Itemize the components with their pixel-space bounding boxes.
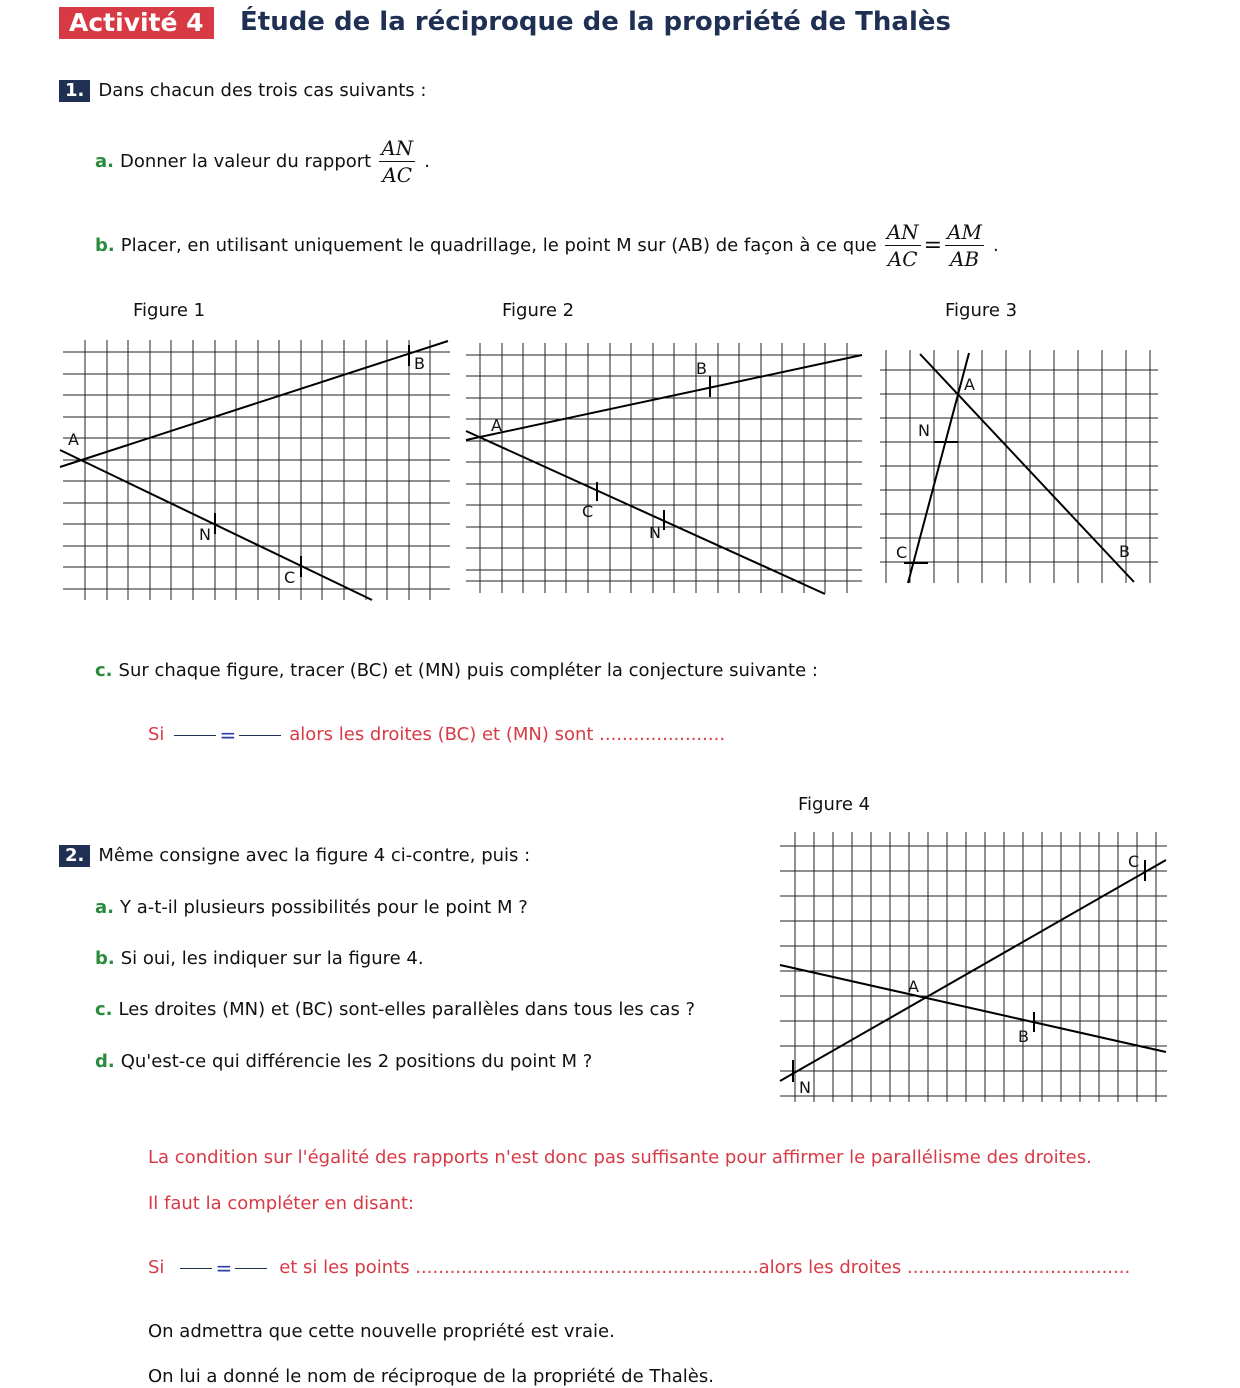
figure-4-label-a: A [908, 977, 919, 996]
question-1a-letter: a. [95, 150, 114, 172]
conclusion-line-2: Il faut la compléter en disant: [148, 1193, 415, 1214]
figure-4-title: Figure 4 [798, 794, 871, 815]
ratio-numerator: AM [947, 220, 982, 244]
ratio-numerator: AN [886, 220, 919, 244]
figure-3-label-n: N [918, 421, 930, 440]
figure-4-label-c: C [1128, 852, 1140, 871]
figure-3-lines [904, 353, 1134, 583]
blank-ratio-1 [174, 735, 216, 736]
note-1: On admettra que cette nouvelle propriété est vraie. [148, 1321, 615, 1342]
figure-4-label-b: B [1018, 1027, 1029, 1046]
figure-1-label-n: N [199, 525, 211, 544]
figure-2-label-a: A [491, 416, 502, 435]
figure-3-label-a: A [964, 375, 975, 394]
figure-1-label-b: B [414, 354, 425, 373]
figure-3-label-b: B [1119, 542, 1130, 561]
completed-property-line [148, 1257, 1130, 1279]
question-2d-letter: d. [95, 1051, 115, 1072]
blank-ratio-1 [180, 1268, 212, 1269]
question-2-text: Même consigne avec la figure 4 ci-contre, puis : [98, 845, 531, 866]
page-title: Étude de la réciproque de la propriété de Thalès [240, 7, 951, 37]
question-2c-letter: c. [95, 999, 113, 1020]
figure-1-label-a: A [68, 430, 79, 449]
ratio-denominator: AB [949, 247, 980, 271]
question-1-number: 1. [59, 80, 90, 102]
question-2c [95, 999, 695, 1021]
figure-2-label-n: N [649, 523, 661, 542]
conclusion-line-1: La condition sur l'égalité des rapports n'est donc pas suffisante pour affirmer le parallélisme des droites. [148, 1147, 1092, 1168]
question-1a-text: Donner la valeur du rapport [119, 150, 372, 172]
figure-1-grid [63, 340, 450, 600]
question-1-text: Dans chacun des trois cas suivants : [98, 80, 427, 101]
question-1b-letter: b. [95, 234, 115, 256]
equals-sign: = [923, 232, 943, 258]
figure-2-label-c: C [582, 502, 594, 521]
ratio-denominator: AC [887, 247, 918, 271]
figure-2-lines [466, 355, 862, 594]
blue-equals: = [215, 1256, 233, 1280]
activity-badge: Activité 4 [59, 7, 214, 39]
question-2c-text: Les droites (MN) et (BC) sont-elles parallèles dans tous les cas ? [118, 999, 696, 1020]
blank-ratio-2 [239, 735, 281, 736]
property-rest: et si les points ............................................................alors les droites ....................................... [279, 1257, 1131, 1278]
period: . [993, 234, 999, 256]
question-1b-text: Placer, en utilisant uniquement le quadrillage, le point M sur (AB) de façon à ce que [120, 234, 877, 256]
conjecture-si: Si [148, 724, 165, 745]
note-2: On lui a donné le nom de réciproque de la propriété de Thalès. [148, 1366, 714, 1387]
figure-3-label-c: C [896, 543, 908, 562]
blue-equals: = [219, 723, 237, 747]
figure-3-title: Figure 3 [945, 300, 1018, 321]
figure-2-grid [466, 343, 862, 593]
ratio-denominator: AC [382, 163, 413, 187]
property-si: Si [148, 1257, 165, 1278]
blank-ratio-2 [235, 1268, 267, 1269]
question-2 [59, 845, 530, 867]
figure-1-label-c: C [284, 568, 296, 587]
question-2b-text: Si oui, les indiquer sur la figure 4. [120, 948, 424, 969]
question-2a-text: Y a-t-il plusieurs possibilités pour le point M ? [119, 897, 528, 918]
figure-1-lines [60, 341, 448, 600]
question-1c [95, 660, 818, 682]
question-2a-letter: a. [95, 897, 114, 918]
figure-1-title: Figure 1 [133, 300, 206, 321]
conjecture-line [148, 724, 725, 746]
question-1c-letter: c. [95, 660, 113, 681]
figure-2-title: Figure 2 [502, 300, 575, 321]
question-2d [95, 1051, 592, 1073]
question-2b-letter: b. [95, 948, 115, 969]
figure-4-label-n: N [799, 1078, 811, 1097]
question-2-number: 2. [59, 845, 90, 867]
period: . [424, 150, 430, 172]
figure-4-grid [780, 832, 1167, 1102]
figure-2-label-b: B [696, 359, 707, 378]
question-1c-text: Sur chaque figure, tracer (BC) et (MN) puis compléter la conjecture suivante : [118, 660, 818, 681]
ratio-numerator: AN [381, 136, 414, 160]
question-2a [95, 897, 528, 919]
figure-3-grid [880, 350, 1158, 583]
conjecture-rest: alors les droites (BC) et (MN) sont ...................... [289, 724, 726, 745]
question-2d-text: Qu'est-ce qui différencie les 2 positions du point M ? [120, 1051, 593, 1072]
question-2b [95, 948, 424, 970]
